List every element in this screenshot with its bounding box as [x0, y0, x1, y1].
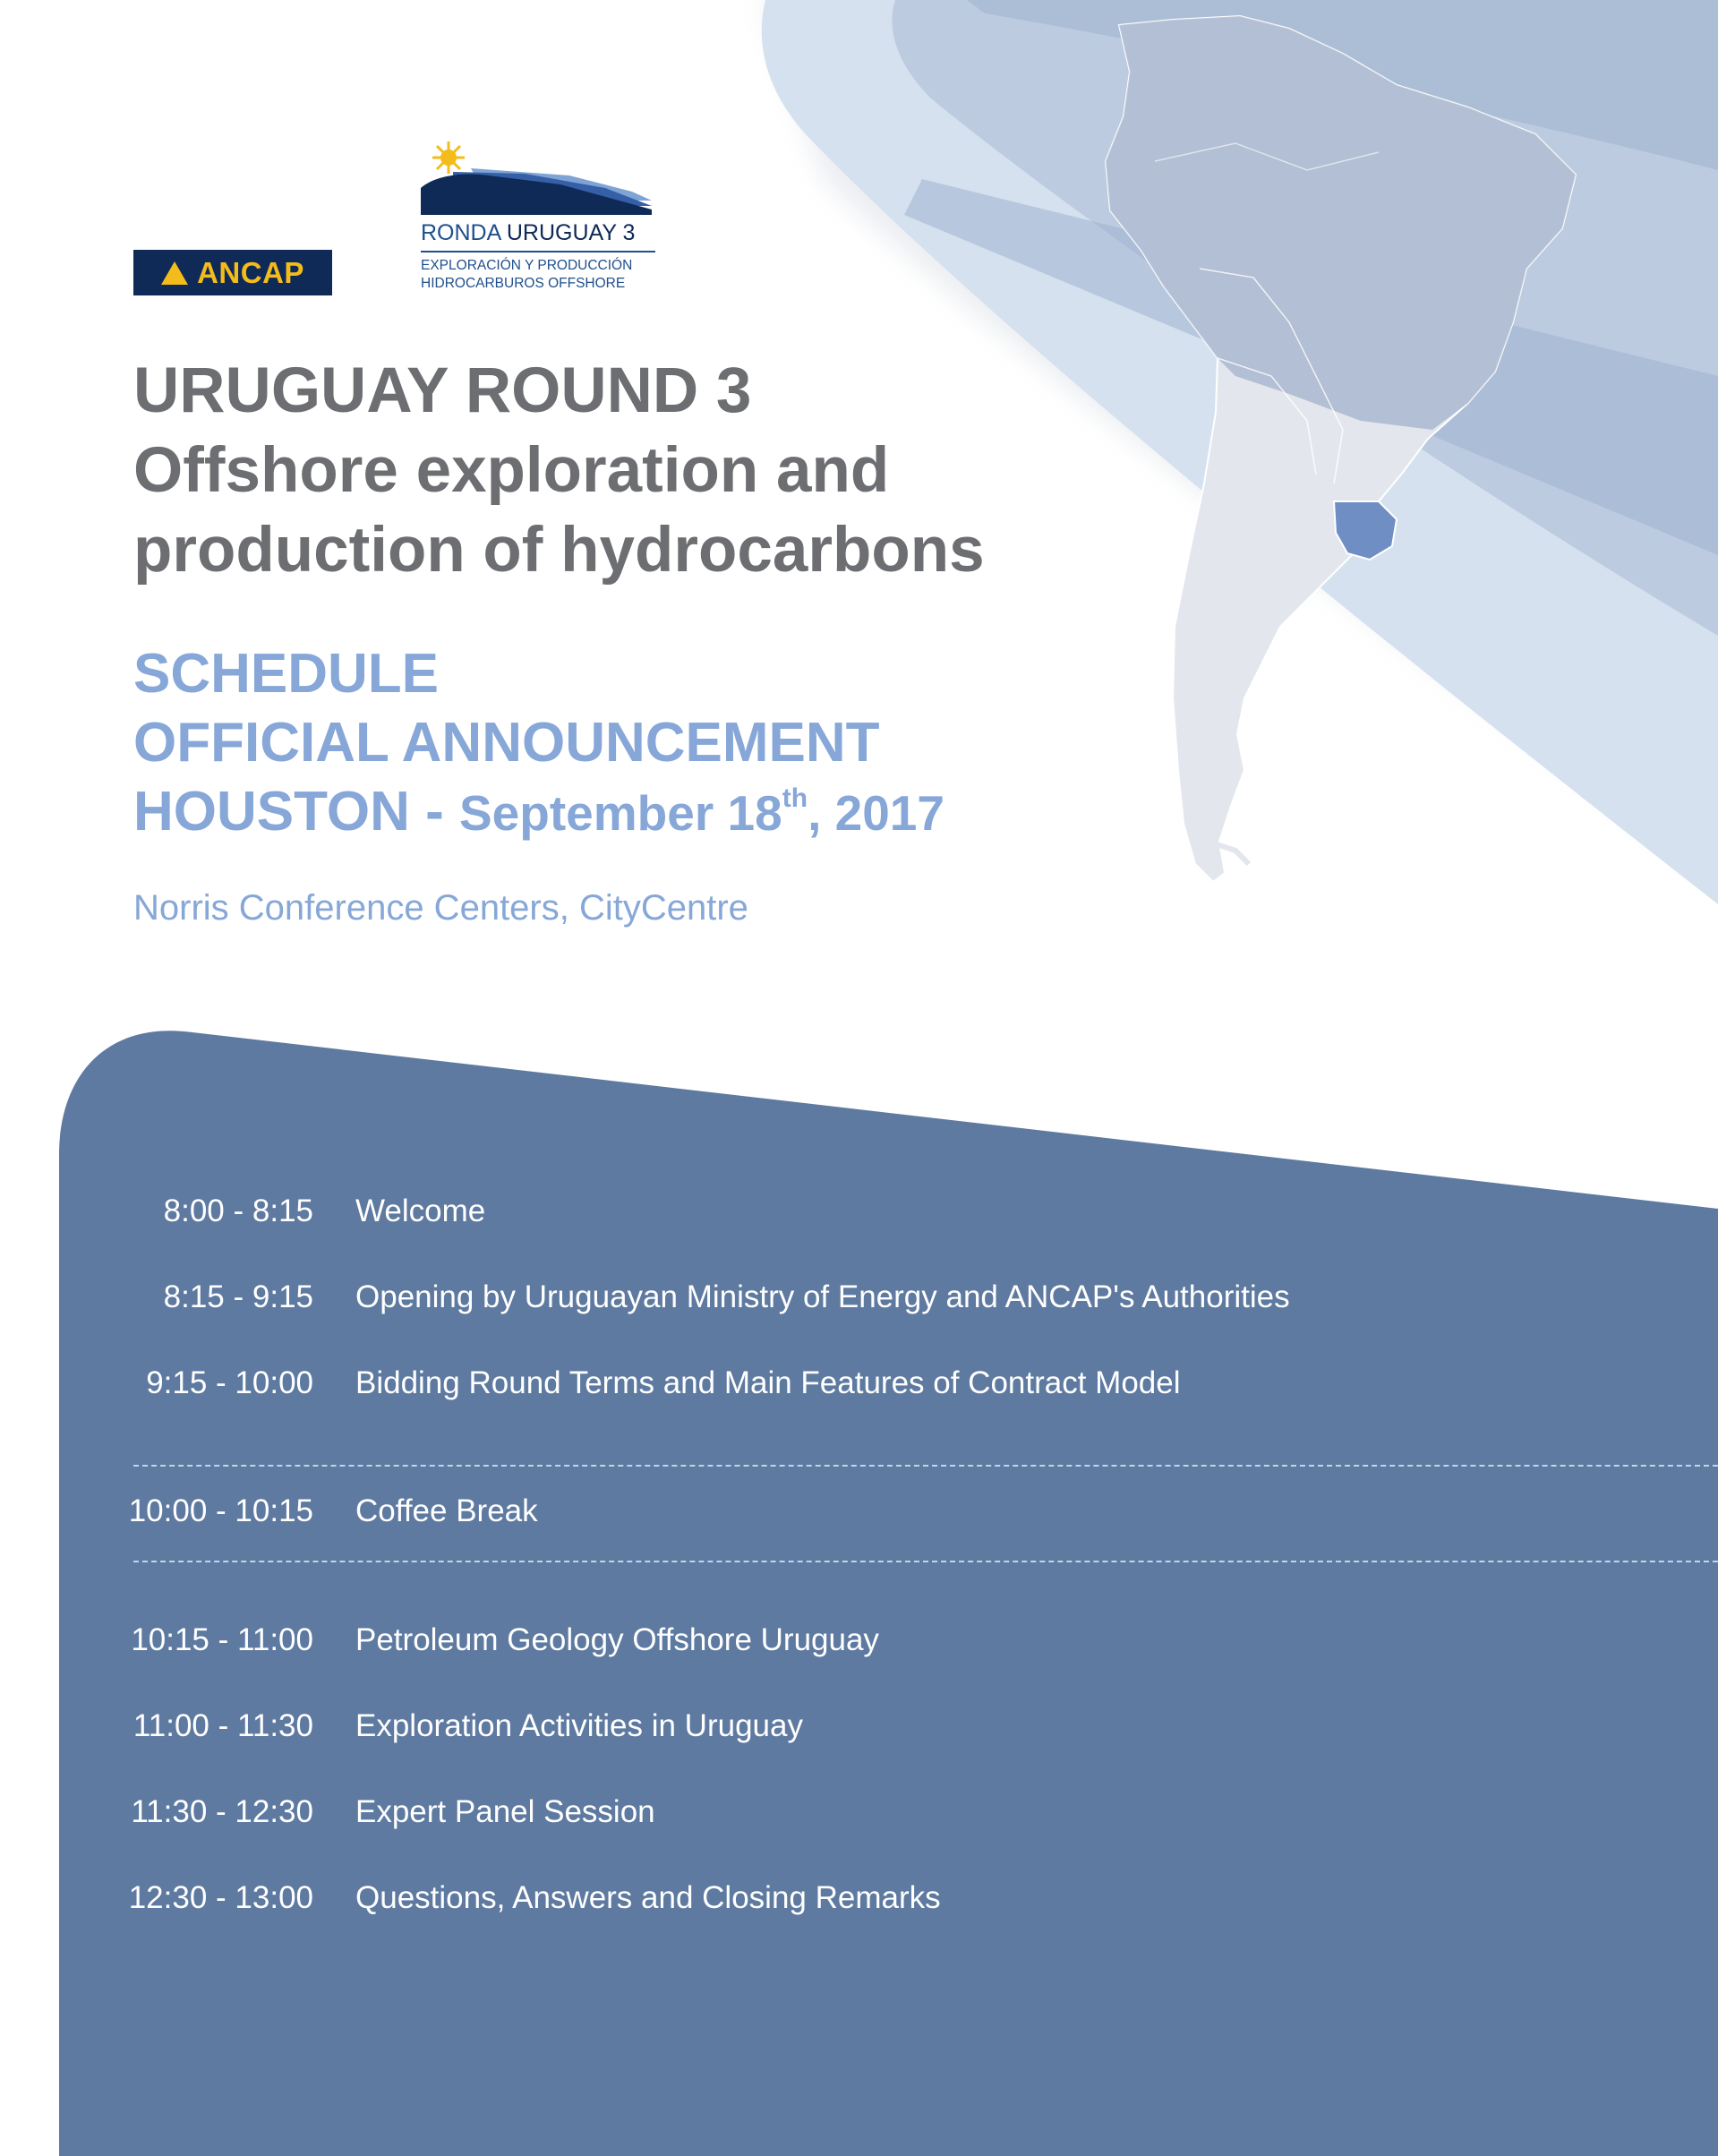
schedule-time: 10:00 - 10:15	[128, 1493, 313, 1528]
venue: Norris Conference Centers, CityCentre	[133, 888, 748, 928]
schedule-title: Bidding Round Terms and Main Features of Contract Model	[355, 1365, 1181, 1400]
schedule-title: Welcome	[355, 1194, 486, 1228]
title-line-1: URUGUAY ROUND 3	[133, 355, 752, 426]
location-date-heading: HOUSTON - September 18th, 2017	[133, 781, 944, 843]
schedule-time: 8:00 - 8:15	[163, 1194, 313, 1228]
schedule-title: Petroleum Geology Offshore Uruguay	[355, 1622, 879, 1657]
schedule-title: Opening by Uruguayan Ministry of Energy and ANCAP's Authorities	[355, 1279, 1290, 1314]
title-line-2: Offshore exploration and	[133, 435, 890, 506]
ronda-title: RONDA URUGUAY 3	[421, 220, 636, 245]
ronda-divider	[421, 251, 655, 252]
schedule-time: 12:30 - 13:00	[128, 1880, 313, 1915]
sun-icon	[432, 141, 465, 174]
ancap-logo	[133, 250, 332, 295]
schedule-title: Expert Panel Session	[355, 1794, 655, 1829]
announcement-heading: OFFICIAL ANNOUNCEMENT	[133, 712, 880, 774]
schedule-title: Questions, Answers and Closing Remarks	[355, 1880, 941, 1915]
ancap-triangle-icon	[161, 261, 188, 285]
schedule-title: Coffee Break	[355, 1493, 538, 1528]
title-line-3: production of hydrocarbons	[133, 515, 985, 586]
ancap-logo-text: ANCAP	[197, 255, 304, 289]
ronda-subtitle-1: EXPLORACIÓN Y PRODUCCIÓN	[421, 258, 633, 273]
schedule-time: 9:15 - 10:00	[146, 1365, 313, 1400]
schedule-time: 8:15 - 9:15	[163, 1279, 313, 1314]
ronda-uruguay-logo	[417, 136, 659, 297]
ronda-emblem	[417, 136, 659, 217]
schedule-time: 11:00 - 11:30	[132, 1708, 313, 1743]
schedule-time: 11:30 - 12:30	[131, 1794, 313, 1829]
schedule-heading: SCHEDULE	[133, 643, 440, 705]
schedule-title: Exploration Activities in Uruguay	[355, 1708, 803, 1743]
ronda-subtitle-2: HIDROCARBUROS OFFSHORE	[421, 276, 626, 291]
break-divider-top	[133, 1465, 1718, 1467]
schedule-time: 10:15 - 11:00	[131, 1622, 313, 1657]
break-divider-bottom	[133, 1561, 1718, 1562]
